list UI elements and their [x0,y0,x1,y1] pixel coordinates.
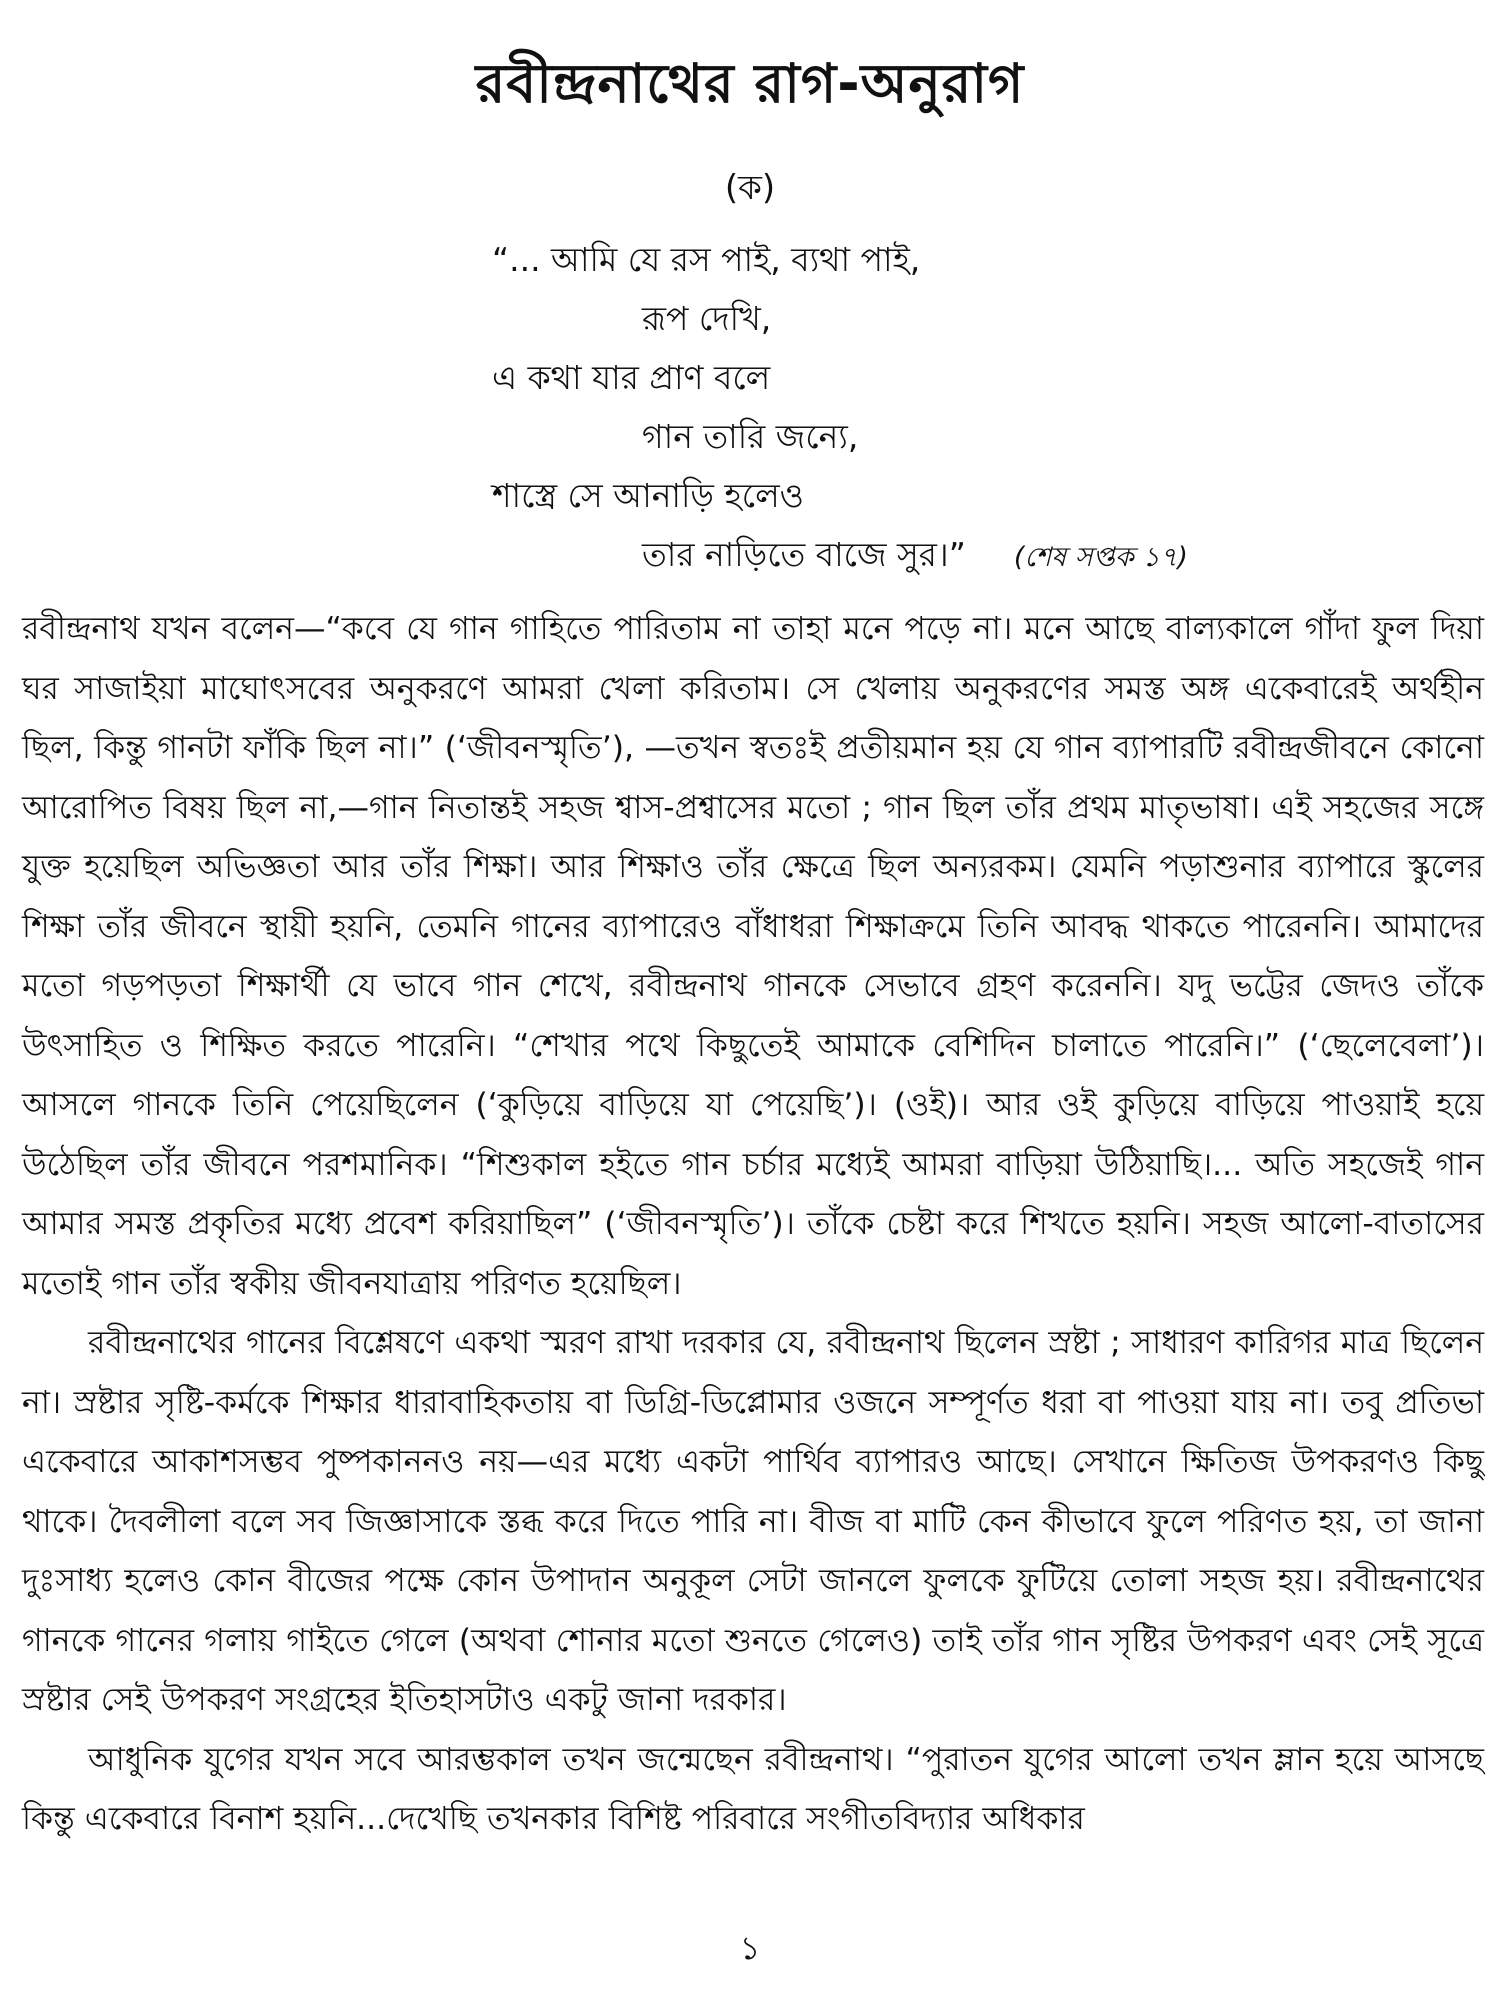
verse-line-2: রূপ দেখি, [642,299,772,338]
verse-line-5: শাস্ত্রে সে আনাড়ি হলেও [492,476,804,515]
body-text [22,600,1484,1850]
verse-line-6: তার নাড়িতে বাজে সুর।” [642,535,966,574]
page-title: রবীন্দ্রনাথের রাগ-অনুরাগ [475,52,1025,115]
paragraph-2: রবীন্দ্রনাথের গানের বিশ্লেষণে একথা স্মরণ রাখা দরকার যে, রবীন্দ্রনাথ ছিলেন স্রষ্টা ; সাধারণ কারিগর মাত্র ছিলেন না। স্রষ্টার সৃষ্টি-কর্মকে শিক্ষার ধারাবাহিকতায় বা ডিগ্রি-ডিপ্লোমার ওজনে সম্পূর্ণত ধরা বা পাওয়া যায় না। তবু প্রতিভা একেবারে আকাশসম্ভব পুষ্পকাননও নয়—এর মধ্যে একটা পার্থিব ব্যাপারও আছে। সেখানে ক্ষিতিজ উপকরণও কিছু থাকে। দৈবলীলা বলে সব জিজ্ঞাসাকে স্তব্ধ করে দিতে পারি না। বীজ বা মাটি কেন কীভাবে ফুলে পরিণত হয়, তা জানা দুঃসাধ্য হলেও কোন বীজের পক্ষে কোন উপাদান অনুকূল সেটা জানলে ফুলকে ফুটিয়ে তোলা সহজ হয়। রবীন্দ্রনাথের গানকে গানের গলায় গাইতে গেলে (অথবা শোনার মতো শুনতে গেলেও) তাই তাঁর গান সৃষ্টির উপকরণ এবং সেই সূত্রে স্রষ্টার সেই উপকরণ সংগ্রহের ইতিহাসটাও একটু জানা দরকার। [22,1325,1484,1718]
verse-citation: (শেষ সপ্তক ১৭) [1013,542,1188,573]
page-number: ১ [739,1929,761,1967]
verse-line-6-with-citation [642,525,1188,587]
paragraph-3: আধুনিক যুগের যখন সবে আরম্ভকাল তখন জন্মেছেন রবীন্দ্রনাথ। “পুরাতন যুগের আলো তখন ম্লান হয়ে আসছে কিন্তু একেবারে বিনাশ হয়নি...দেখেছি তখনকার বিশিষ্ট পরিবারে সংগীতবিদ্যার অধিকার [22,1741,1484,1837]
verse-line-4: গান তারি জন্যে, [642,417,859,456]
paragraph-1: রবীন্দ্রনাথ যখন বলেন—“কবে যে গান গাহিতে পারিতাম না তাহা মনে পড়ে না। মনে আছে বাল্যকালে গাঁদা ফুল দিয়া ঘর সাজাইয়া মাঘোৎসবের অনুকরণে আমরা খেলা করিতাম। সে খেলায় অনুকরণের সমস্ত অঙ্গ একেবারেই অর্থহীন ছিল, কিন্তু গানটা ফাঁকি ছিল না।” (‘জীবনস্মৃতি’), —তখন স্বতঃই প্রতীয়মান হয় যে গান ব্যাপারটি রবীন্দ্রজীবনে কোনো আরোপিত বিষয় ছিল না,—গান নিতান্তই সহজ শ্বাস-প্রশ্বাসের মতো ; গান ছিল তাঁর প্রথম মাতৃভাষা। এই সহজের সঙ্গে যুক্ত হয়েছিল অভিজ্ঞতা আর তাঁর শিক্ষা। আর শিক্ষাও তাঁর ক্ষেত্রে ছিল অন্যরকম। যেমনি পড়াশুনার ব্যাপারে স্কুলের শিক্ষা তাঁর জীবনে স্থায়ী হয়নি, তেমনি গানের ব্যাপারেও বাঁধাধরা শিক্ষাক্রমে তিনি আবদ্ধ থাকতে পারেননি। আমাদের মতো গড়পড়তা শিক্ষার্থী যে ভাবে গান শেখে, রবীন্দ্রনাথ গানকে সেভাবে গ্রহণ করেননি। যদু ভট্টের জেদও তাঁকে উৎসাহিত ও শিক্ষিত করতে পারেনি। “শেখার পথে কিছুতেই আমাকে বেশিদিন চালাতে পারেনি।” (‘ছেলেবেলা’)। আসলে গানকে তিনি পেয়েছিলেন (‘কুড়িয়ে বাড়িয়ে যা পেয়েছি’)। (ওই)। আর ওই কুড়িয়ে বাড়িয়ে পাওয়াই হয়ে উঠেছিল তাঁর জীবনে পরশমানিক। “শিশুকাল হইতে গান চর্চার মধ্যেই আমরা বাড়িয়া উঠিয়াছি।... অতি সহজেই গান আমার সমস্ত প্রকৃতির মধ্যে প্রবেশ করিয়াছিল” (‘জীবনস্মৃতি’)। তাঁকে চেষ্টা করে শিখতে হয়নি। সহজ আলো-বাতাসের মতোই গান তাঁর স্বকীয় জীবনযাত্রায় পরিণত হয়েছিল। [22,611,1484,1302]
verse-line-3: এ কথা যার প্রাণ বলে [492,358,771,397]
verse-line-1: “... আমি যে রস পাই, ব্যথা পাই, [492,240,921,279]
section-marker: (ক) [724,168,776,208]
